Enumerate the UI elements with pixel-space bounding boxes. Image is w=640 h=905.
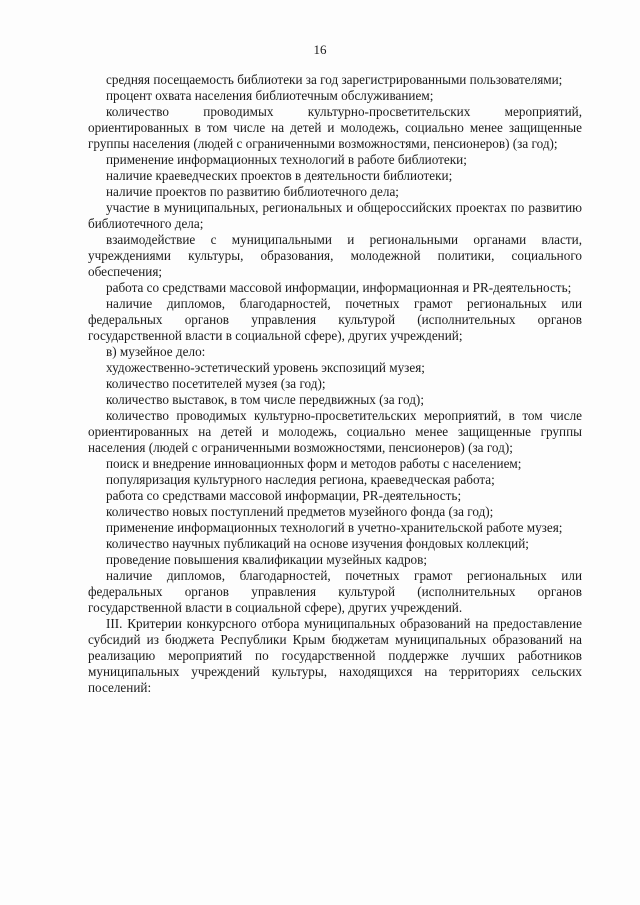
- paragraph: количество новых поступлений предметов музейного фонда (за год);: [106, 504, 494, 519]
- paragraph: количество проводимых культурно-просветительских мероприятий, в том числе ориентированных на детей и молодежь, социально менее защищенные группы населения (людей с ограниченными возможностями, пенсионеров) (за год);: [88, 408, 582, 455]
- paragraph: участие в муниципальных, региональных и общероссийских проектах по развитию библиотечного дела;: [88, 200, 582, 231]
- paragraph: наличие краеведческих проектов в деятельности библиотеки;: [106, 168, 453, 183]
- section-heading: III. Критерии конкурсного отбора муниципальных образований на предоставление субсидий из бюджета Республики Крым бюджетам муниципальных образований на реализацию мероприятий по государственной поддержке лучших работников муниципальных учреждений культуры, находящихся на территориях сельских поселений:: [88, 616, 582, 695]
- paragraph: применение информационных технологий в учетно-хранительской работе музея;: [106, 520, 563, 535]
- section-heading: в) музейное дело:: [106, 344, 206, 359]
- paragraph: проведение повышения квалификации музейных кадров;: [106, 552, 428, 567]
- paragraph: работа со средствами массовой информации, информационная и PR-деятельность;: [106, 280, 572, 295]
- page-number: 16: [313, 42, 327, 57]
- paragraph: популяризация культурного наследия региона, краеведческая работа;: [106, 472, 495, 487]
- paragraph: взаимодействие с муниципальными и региональными органами власти, учреждениями культуры, образования, молодежной политики, социального обеспечения;: [88, 232, 582, 279]
- paragraph: поиск и внедрение инновационных форм и методов работы с населением;: [106, 456, 522, 471]
- document-body: [88, 72, 582, 696]
- paragraph: количество посетителей музея (за год);: [106, 376, 326, 391]
- paragraph: количество выставок, в том числе передвижных (за год);: [106, 392, 424, 407]
- paragraph: наличие дипломов, благодарностей, почетных грамот региональных или федеральных органов управления культурой (исполнительных органов государственной власти в социальной сфере), других учреждений.: [88, 568, 582, 615]
- paragraph: наличие проектов по развитию библиотечного дела;: [106, 184, 399, 199]
- paragraph: средняя посещаемость библиотеки за год зарегистрированными пользователями;: [106, 72, 563, 87]
- paragraph: наличие дипломов, благодарностей, почетных грамот региональных или федеральных органов управления культурой (исполнительных органов государственной власти в социальной сфере), других учреждений;: [88, 296, 582, 343]
- paragraph: применение информационных технологий в работе библиотеки;: [106, 152, 467, 167]
- paragraph: художественно-эстетический уровень экспозиций музея;: [106, 360, 425, 375]
- paragraph: работа со средствами массовой информации, PR-деятельность;: [106, 488, 462, 503]
- paragraph: количество научных публикаций на основе изучения фондовых коллекций;: [106, 536, 529, 551]
- paragraph: процент охвата населения библиотечным обслуживанием;: [106, 88, 434, 103]
- paragraph: количество проводимых культурно-просветительских мероприятий, ориентированных в том числе на детей и молодежь, социально менее защищенные группы населения (людей с ограниченными возможностями, пенсионеров) (за год);: [88, 104, 582, 151]
